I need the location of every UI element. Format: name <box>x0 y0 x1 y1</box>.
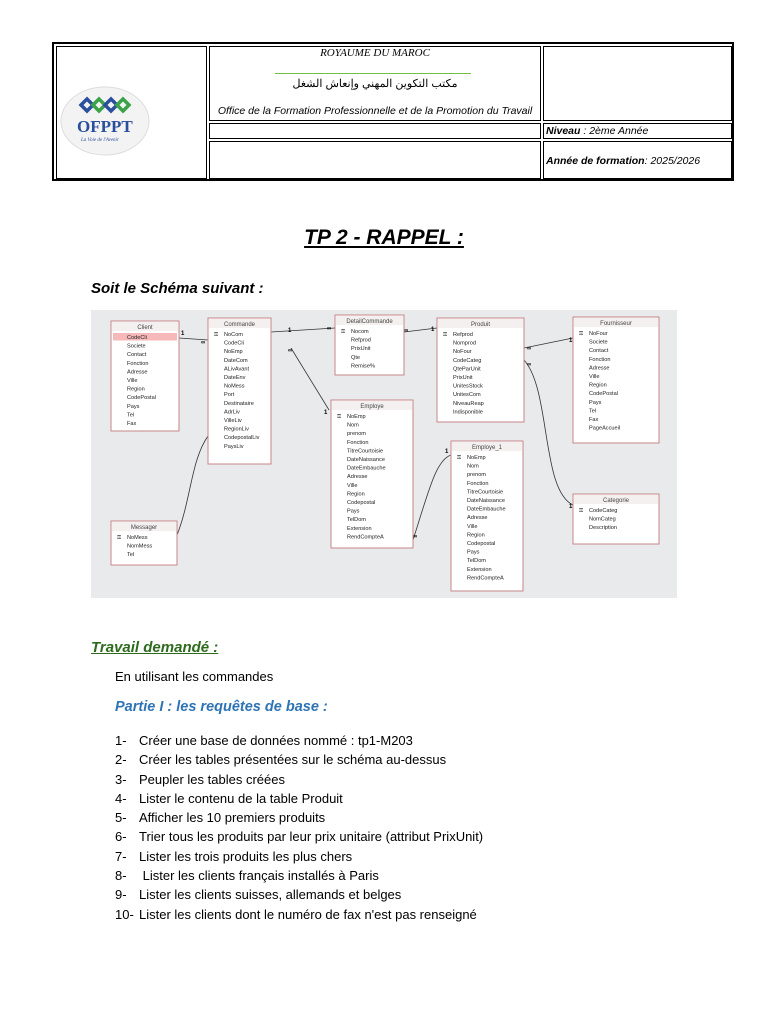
table-field: NoMess <box>127 535 148 541</box>
table-field: Codepostal <box>467 541 496 547</box>
logo-cell <box>56 46 207 179</box>
table-field: Extension <box>467 566 492 573</box>
table-field: CodePostal <box>589 391 618 398</box>
table-field: Region <box>127 386 145 393</box>
table-field: NoFour <box>589 331 608 337</box>
partie-heading: Partie I : les requêtes de base : <box>115 699 328 715</box>
table-field: Contact <box>589 348 609 355</box>
table-field: CodeCateg <box>453 357 482 364</box>
table-field: QteParUnit <box>453 366 481 373</box>
table-field: Indisponible <box>453 409 483 416</box>
svg-text:1: 1 <box>569 504 573 510</box>
travail-heading: Travail demandé : <box>91 639 219 656</box>
table-field: Remise% <box>351 363 375 370</box>
table-field: Region <box>347 491 365 498</box>
table-field: DateEmbauche <box>467 506 506 513</box>
table-field: Nom <box>467 463 479 470</box>
table-field: NoEmp <box>467 455 486 461</box>
schema-table-produit <box>437 318 524 422</box>
table-field: NoEmp <box>224 349 243 356</box>
table-field: CodeCateg <box>589 508 618 514</box>
table-field: DateNaissance <box>467 498 505 504</box>
svg-text:1: 1 <box>431 327 435 333</box>
table-field: Nomprod <box>453 340 477 347</box>
table-field: Nom <box>347 422 359 429</box>
table-field: PaysLiv <box>224 443 244 450</box>
table-name: Messager <box>130 525 158 531</box>
table-name: DetailCommande <box>346 319 393 325</box>
schema-table-categorie <box>573 494 659 544</box>
table-field: Region <box>467 532 485 539</box>
table-field: UnitesStock <box>453 383 483 390</box>
table-field: NoEmp <box>347 414 366 420</box>
institution-cell <box>209 46 541 121</box>
table-field: NomMess <box>127 543 153 550</box>
table-field: TelDom <box>467 558 486 565</box>
table-field: Tel <box>589 408 597 415</box>
table-field: CodeCli <box>127 335 147 341</box>
table-field: Tel <box>127 552 135 559</box>
key-icon: ⚿ <box>341 329 346 335</box>
svg-text:1: 1 <box>181 331 185 337</box>
schema-table-commande <box>208 318 271 464</box>
table-field: UnitesCom <box>453 392 481 399</box>
table-field: NoCom <box>224 332 243 338</box>
table-field: Pays <box>127 403 140 410</box>
table-field: prenom <box>467 472 486 479</box>
table-field: Adresse <box>127 369 148 376</box>
key-icon: ⚿ <box>579 331 584 337</box>
table-field: prenom <box>347 431 366 438</box>
table-field: DateNaissance <box>347 457 385 463</box>
divider-line <box>275 73 471 74</box>
intro-text: En utilisant les commandes <box>115 669 274 684</box>
page-title: TP 2 - RAPPEL : <box>304 226 464 249</box>
table-field: DateEnv <box>224 375 246 381</box>
key-icon: ⚿ <box>117 535 122 541</box>
table-field: Pays <box>467 549 480 556</box>
table-field: TitreCourtoisie <box>347 448 384 455</box>
svg-text:1: 1 <box>288 328 292 334</box>
empty-cell <box>209 141 541 179</box>
table-field: PrixUnit <box>453 375 473 381</box>
svg-text:1: 1 <box>324 410 328 416</box>
table-field: TitreCourtoisie <box>467 489 504 496</box>
key-icon: ⚿ <box>457 455 462 461</box>
table-field: Fonction <box>589 356 611 363</box>
table-field: Adresse <box>589 365 610 372</box>
kingdom-text: ROYAUME DU MAROC <box>320 47 430 59</box>
table-field: Destinataire <box>224 400 254 407</box>
table-field: DateEmbauche <box>347 465 386 472</box>
table-name: Employe_1 <box>471 445 503 451</box>
logo-tagline: La Voie de l'Avenir <box>81 138 119 143</box>
table-field: Adresse <box>467 515 488 522</box>
table-field: CodepostalLiv <box>224 435 260 442</box>
list-item: 5- Afficher les 10 premiers produits <box>115 810 326 826</box>
schema-table-client <box>111 321 179 431</box>
svg-text:1: 1 <box>445 449 449 455</box>
svg-text:∞: ∞ <box>527 362 532 368</box>
schema-table-detailcommande <box>335 315 404 375</box>
empty-cell <box>209 123 541 139</box>
schema-subtitle: Soit le Schéma suivant : <box>91 280 264 297</box>
table-field: Port <box>224 392 235 399</box>
table-field: Refprod <box>453 332 473 338</box>
table-field: NoMess <box>224 383 245 390</box>
annee-cell <box>543 141 732 179</box>
table-field: DateCom <box>224 357 248 364</box>
task-list <box>115 731 483 924</box>
table-field: PageAccueil <box>589 425 621 432</box>
schema-table-employe-1 <box>451 441 523 591</box>
office-text: Office de la Formation Professionnelle et de la Promotion du Travail <box>217 105 533 117</box>
table-field: Pays <box>589 399 602 406</box>
table-name: Categorie <box>602 498 630 504</box>
table-field: Refprod <box>351 337 371 344</box>
table-field: Fax <box>127 421 137 427</box>
table-field: Fonction <box>467 480 489 487</box>
list-item: 8- Lister les clients français installés à Paris <box>115 868 379 884</box>
table-field: Pays <box>347 508 360 515</box>
niveau-cell <box>543 123 732 139</box>
table-field: Fax <box>589 417 599 423</box>
relational-schema <box>91 310 677 598</box>
list-item: 9- Lister les clients suisses, allemands et belges <box>115 887 402 903</box>
table-field: Ville <box>127 378 138 384</box>
table-field: CodePostal <box>127 395 156 402</box>
table-field: TelDom <box>347 517 366 524</box>
table-field: CodeCli <box>224 340 244 347</box>
arabic-text: مكتب التكوين المهني وإنعاش الشغل <box>292 78 458 90</box>
schema-table-messager <box>111 521 177 565</box>
table-field: Qte <box>351 354 361 361</box>
table-field: PrixUnit <box>351 346 371 353</box>
list-item: 3- Peupler les tables créées <box>115 771 285 787</box>
svg-text:1: 1 <box>569 338 573 344</box>
svg-text:∞: ∞ <box>201 340 206 346</box>
table-field: Tel <box>127 412 135 419</box>
schema-table-fournisseur <box>573 317 659 443</box>
table-field: Societe <box>127 343 146 350</box>
table-name: Client <box>137 325 153 331</box>
list-item: 4- Lister le contenu de la table Produit <box>115 790 343 806</box>
niveau-text: Niveau : 2ème Année <box>546 125 649 137</box>
svg-text:∞: ∞ <box>327 326 332 332</box>
svg-text:∞: ∞ <box>527 346 532 352</box>
table-field: NiveauReap <box>453 400 484 407</box>
table-field: Ville <box>347 482 358 489</box>
table-field: Contact <box>127 352 147 359</box>
table-field: Adresse <box>347 474 368 481</box>
svg-text:∞: ∞ <box>288 348 293 354</box>
table-field: NoFour <box>453 349 472 356</box>
list-item: 6- Trier tous les produits par leur prix unitaire (attribut PrixUnit) <box>115 829 484 845</box>
table-name: Commande <box>223 322 256 328</box>
svg-text:∞: ∞ <box>413 534 418 540</box>
schema-table-employe <box>331 400 413 548</box>
ofppt-logo <box>57 47 206 178</box>
table-field: RendCompteA <box>347 534 384 541</box>
key-icon: ⚿ <box>214 332 219 338</box>
svg-text:∞: ∞ <box>404 328 409 334</box>
table-field: Nocom <box>351 329 369 335</box>
table-name: Employe <box>360 404 384 410</box>
table-field: Description <box>589 525 617 532</box>
table-field: Societe <box>589 339 608 346</box>
table-field: Ville <box>589 374 600 380</box>
header-table <box>52 42 734 181</box>
empty-cell <box>543 46 732 121</box>
list-item: 7- Lister les trois produits les plus chers <box>115 848 353 864</box>
table-name: Fournisseur <box>600 321 632 327</box>
table-name: Produit <box>470 322 491 328</box>
list-item: 2- Créer les tables présentées sur le schéma au-dessus <box>115 752 447 768</box>
table-field: NomCateg <box>589 516 616 523</box>
table-field: RendCompteA <box>467 575 504 582</box>
table-field: VilleLiv <box>224 418 242 424</box>
key-icon: ⚿ <box>337 414 342 420</box>
list-item: 10- Lister les clients dont le numéro de fax n'est pas renseigné <box>115 906 477 922</box>
table-field: Region <box>589 382 607 389</box>
annee-text: Année de formation: 2025/2026 <box>546 155 701 167</box>
table-field: RegionLiv <box>224 426 249 433</box>
table-field: ALivAvant <box>224 366 250 373</box>
table-field: AdrLiv <box>224 409 240 416</box>
table-field: Codepostal <box>347 500 376 506</box>
logo-text: OFPPT <box>77 117 133 136</box>
table-field: Fonction <box>127 360 149 367</box>
key-icon: ⚿ <box>443 332 448 338</box>
table-field: Extension <box>347 525 372 532</box>
list-item: 1- Créer une base de données nommé : tp1-M203 <box>115 733 413 748</box>
table-field: Ville <box>467 523 478 530</box>
key-icon: ⚿ <box>579 508 584 514</box>
table-field: Fonction <box>347 439 369 446</box>
